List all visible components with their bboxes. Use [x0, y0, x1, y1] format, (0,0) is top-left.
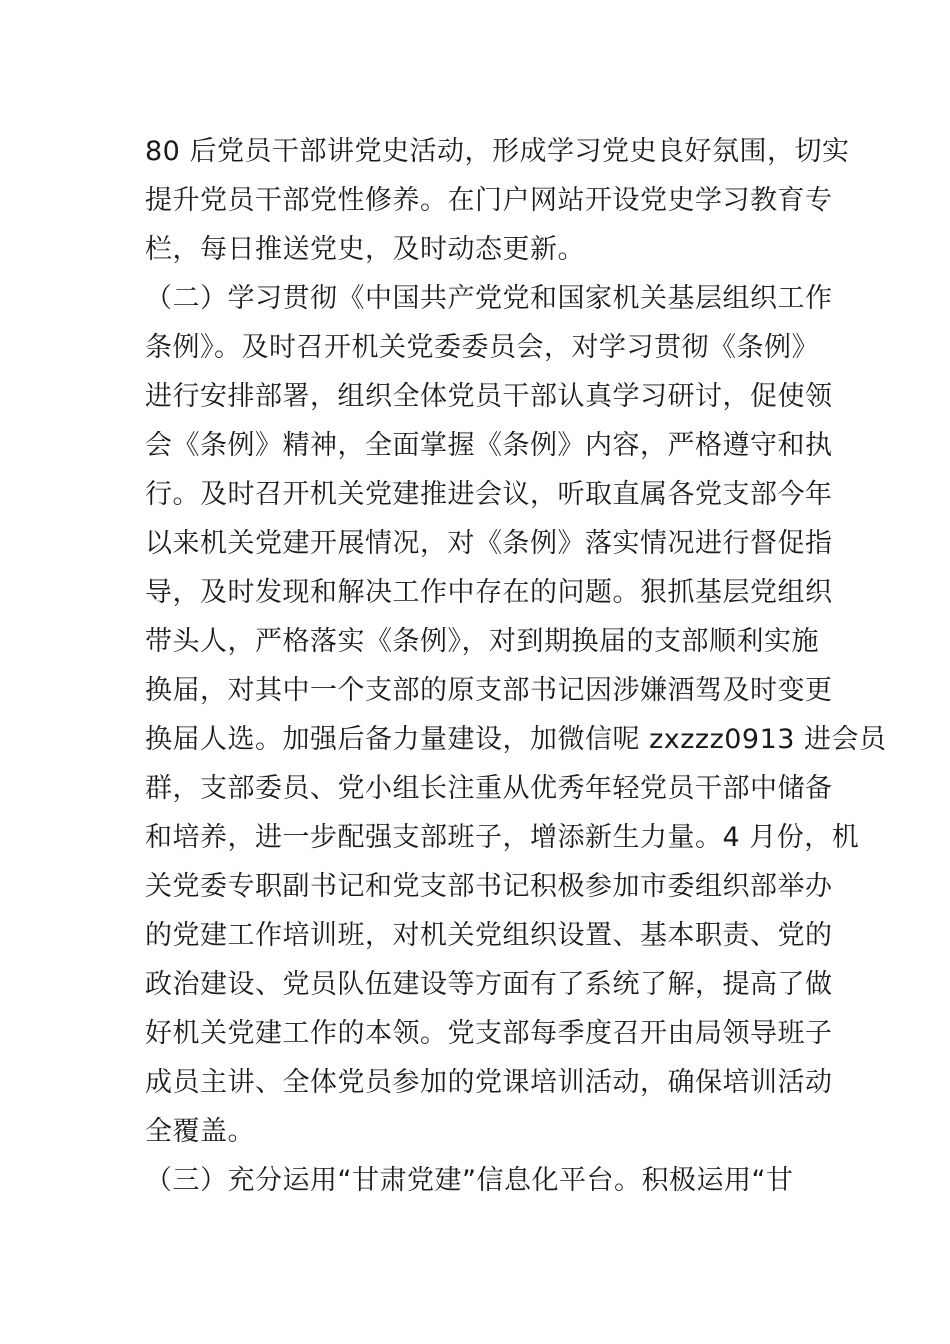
text-line: 换届，对其中一个支部的原支部书记因涉嫌酒驾及时变更 [145, 675, 833, 706]
text-line: （三）充分运用“甘肃党建”信息化平台。积极运用“甘 [145, 1165, 794, 1196]
text-line: 进行安排部署，组织全体党员干部认真学习研讨，促使领 [145, 381, 833, 412]
text-line: 导，及时发现和解决工作中存在的问题。狠抓基层党组织 [145, 577, 833, 608]
text-line: 提升党员干部党性修养。在门户网站开设党史学习教育专 [145, 185, 833, 216]
text-line: 条例》。及时召开机关党委委员会，对学习贯彻《条例》 [145, 332, 819, 363]
text-line: 会《条例》精神，全面掌握《条例》内容，严格遵守和执 [145, 430, 833, 461]
text-line: 政治建设、党员队伍建设等方面有了系统了解，提高了做 [145, 969, 833, 1000]
paragraph-3 [145, 1156, 810, 1205]
text-line: 群，支部委员、党小组长注重从优秀年轻党员干部中储备 [145, 773, 833, 804]
document-body [145, 127, 887, 1205]
text-line: 80 后党员干部讲党史活动，形成学习党史良好氛围，切实 [145, 136, 850, 167]
paragraph-2 [145, 274, 887, 1156]
text-line: 换届人选。加强后备力量建设，加微信呢 zxzzz0913 进会员 [145, 724, 887, 755]
paragraph-1 [145, 127, 850, 274]
text-line: 以来机关党建开展情况，对《条例》落实情况进行督促指 [145, 528, 833, 559]
text-line: 行。及时召开机关党建推进会议，听取直属各党支部今年 [145, 479, 833, 510]
text-line: 全覆盖。 [145, 1116, 255, 1147]
text-line: 栏，每日推送党史，及时动态更新。 [145, 234, 585, 265]
text-line: 带头人，严格落实《条例》，对到期换届的支部顺利实施 [145, 626, 819, 657]
text-line: 的党建工作培训班，对机关党组织设置、基本职责、党的 [145, 920, 833, 951]
text-line: （二）学习贯彻《中国共产党党和国家机关基层组织工作 [145, 283, 833, 314]
text-line: 好机关党建工作的本领。党支部每季度召开由局领导班子 [145, 1018, 833, 1049]
text-line: 成员主讲、全体党员参加的党课培训活动，确保培训活动 [145, 1067, 833, 1098]
text-line: 和培养，进一步配强支部班子，增添新生力量。4 月份，机 [145, 822, 860, 853]
text-line: 关党委专职副书记和党支部书记积极参加市委组织部举办 [145, 871, 833, 902]
